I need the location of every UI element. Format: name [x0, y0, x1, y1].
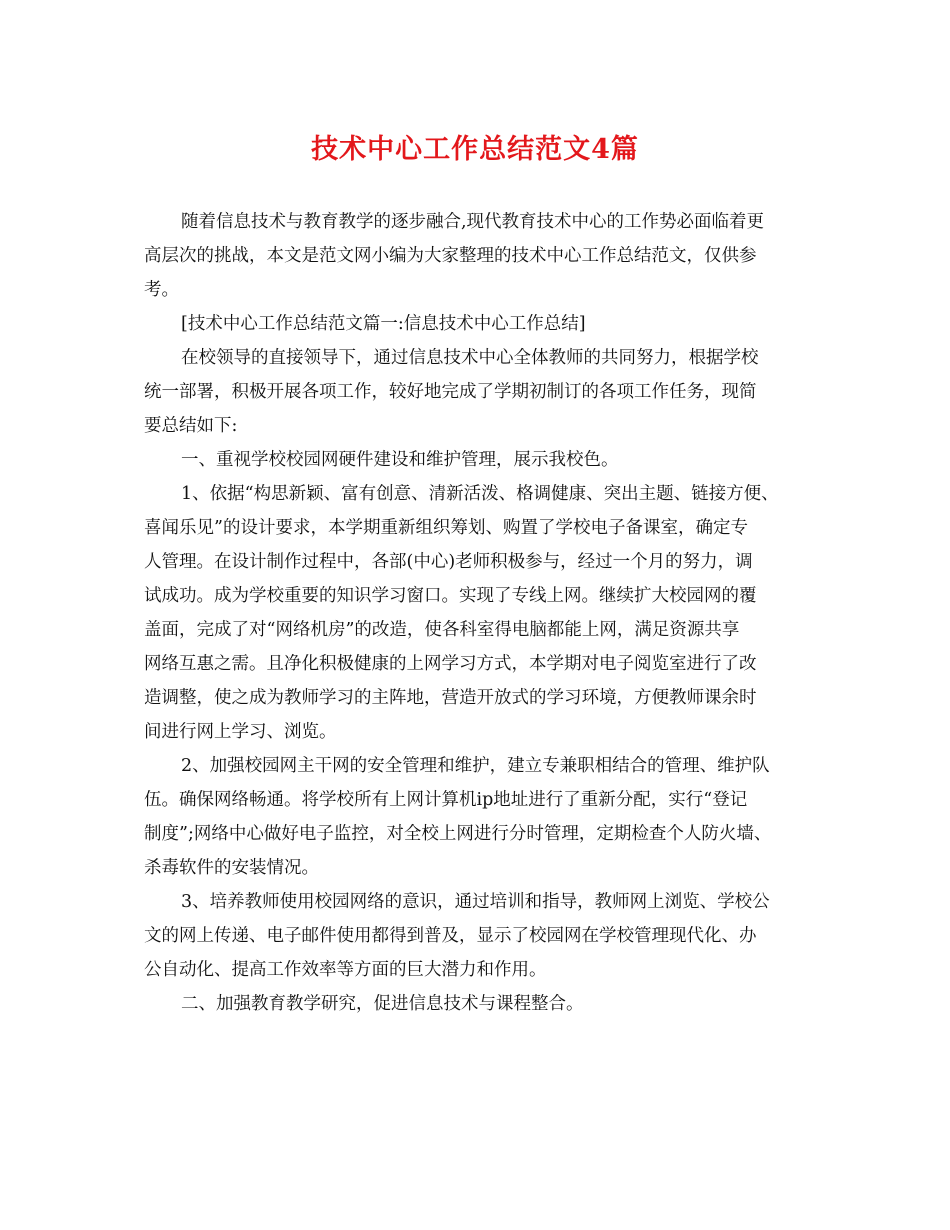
text-line: 文的网上传递、电子邮件使用都得到普及，显示了校园网在学校管理现代化、办 [144, 926, 757, 946]
text-line: 间进行网上学习、浏览。 [144, 722, 337, 742]
text-line: 随着信息技术与教育教学的逐步融合,现代教育技术中心的工作势必面临着更 [181, 212, 765, 232]
text-line: 喜闻乐见”的设计要求，本学期重新组织筹划、购置了学校电子备课室，确定专 [144, 518, 748, 538]
text-line: 1、依据“构思新颖、富有创意、清新活泼、格调健康、突出主题、链接方便、 [181, 484, 779, 504]
text-line: 一、重视学校校园网硬件建设和维护管理，展示我校色。 [181, 450, 619, 470]
document-body [144, 205, 814, 1021]
text-line: 伍。确保网络畅通。将学校所有上网计算机ip地址进行了重新分配，实行“登记 [144, 790, 748, 810]
text-line: 高层次的挑战，本文是范文网小编为大家整理的技术中心工作总结范文，仅供参 [144, 246, 757, 266]
text-line: 考。 [144, 280, 179, 300]
text-line: 2、加强校园网主干网的安全管理和维护，建立专兼职相结合的管理、维护队 [181, 756, 770, 776]
text-line: 人管理。在设计制作过程中，各部(中心)老师积极参与，经过一个月的努力，调 [144, 552, 753, 572]
text-line: 网络互惠之需。且净化积极健康的上网学习方式，本学期对电子阅览室进行了改 [144, 654, 757, 674]
text-line: 杀毒软件的安装情况。 [144, 858, 319, 878]
text-line: 要总结如下: [144, 416, 238, 436]
text-line: 制度”;网络中心做好电子监控，对全校上网进行分时管理，定期检查个人防火墙、 [144, 824, 772, 844]
text-line: [技术中心工作总结范文篇一:信息技术中心工作总结] [181, 314, 586, 334]
text-line: 盖面，完成了对“网络机房”的改造，使各科室得电脑都能上网，满足资源共享 [144, 620, 740, 640]
text-line: 统一部署，积极开展各项工作，较好地完成了学期初制订的各项工作任务，现简 [144, 382, 757, 402]
text-line: 在校领导的直接领导下，通过信息技术中心全体教师的共同努力，根据学校 [181, 348, 759, 368]
text-line: 造调整，使之成为教师学习的主阵地，营造开放式的学习环境，方便教师课余时 [144, 688, 757, 708]
text-line: 公自动化、提高工作效率等方面的巨大潜力和作用。 [144, 960, 547, 980]
text-line: 试成功。成为学校重要的知识学习窗口。实现了专线上网。继续扩大校园网的覆 [144, 586, 757, 606]
text-line: 3、培养教师使用校园网络的意识，通过培训和指导，教师网上浏览、学校公 [181, 892, 770, 912]
text-line: 二、加强教育教学研究，促进信息技术与课程整合。 [181, 994, 584, 1014]
document-title: 技术中心工作总结范文4篇 [311, 134, 639, 165]
